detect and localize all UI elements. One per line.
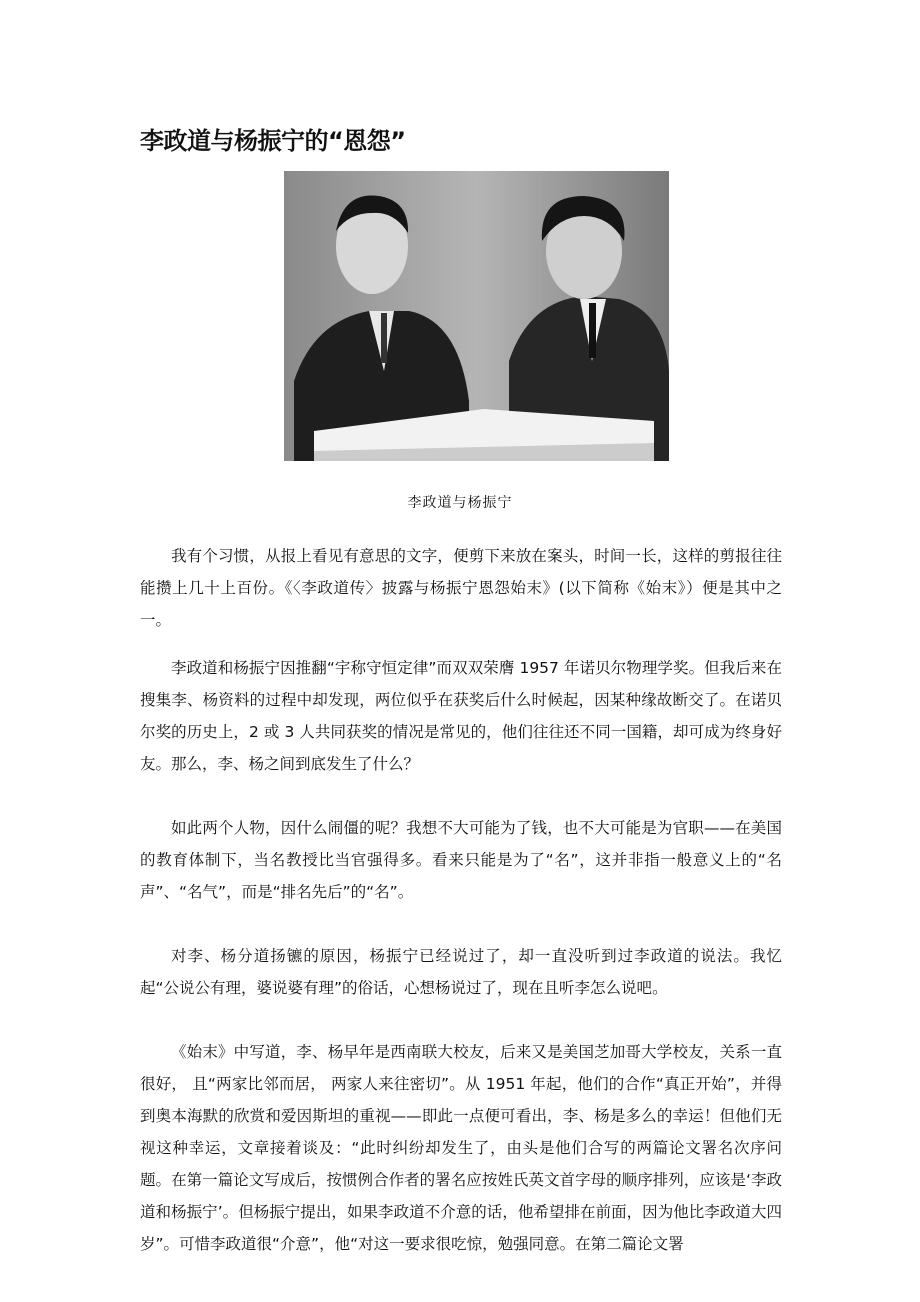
paragraph: 我有个习惯，从报上看见有意思的文字，便剪下来放在案头，时间一长，这样的剪报往往能攒上几十上百份。《〈李政道传〉披露与杨振宁恩怨始末》(以下简称《始末》）便是其中之一。 xyxy=(140,547,782,629)
paragraph: 对李、杨分道扬镳的原因，杨振宁已经说过了，却一直没听到过李政道的说法。我忆起“公说公有理，婆说婆有理”的俗话，心想杨说过了，现在且听李怎么说吧。 xyxy=(140,947,782,997)
paragraph: 李政道和杨振宁因推翻“宇称守恒定律”而双双荣膺 1957 年诺贝尔物理学奖。但我后来在搜集李、杨资料的过程中却发现，两位似乎在获奖后什么时候起，因某种缘故断交了。在诺贝尔奖的历史上，2 或 3 人共同获奖的情况是常见的，他们往往还不同一国籍，却可成为终身好友。那么，李、杨之间到底发生了什么？ xyxy=(140,659,782,773)
article-body xyxy=(140,540,782,1260)
photo-lee-and-yang xyxy=(284,171,669,461)
article-title: 李政道与杨振宁的“恩怨” xyxy=(140,127,406,155)
photo-caption: 李政道与杨振宁 xyxy=(407,495,513,511)
paragraph: 如此两个人物，因什么闹僵的呢？我想不大可能为了钱，也不大可能是为官职——在美国的教育体制下，当名教授比当官强得多。看来只能是为了“名”，这并非指一般意义上的“名声”、“名气”，而是“排名先后”的“名”。 xyxy=(140,819,782,901)
paragraph: 《始末》中写道，李、杨早年是西南联大校友，后来又是美国芝加哥大学校友，关系一直很好， 且“两家比邻而居， 两家人来往密切”。从 1951 年起，他们的合作“真正开始”，并得到奥本海默的欣赏和爱因斯坦的重视——即此一点便可看出，李、杨是多么的幸运！但他们无视这种幸运，文章接着谈及：“此时纠纷却发生了，由头是他们合写的两篇论文署名次序问题。在第一篇论文写成后，按惯例合作者的署名应按姓氏英文首字母的顺序排列，应该是‘李政道和杨振宁’。但杨振宁提出，如果李政道不介意的话，他希望排在前面，因为他比李政道大四岁”。可惜李政道很“介意”，他“对这一要求很吃惊，勉强同意。在第二篇论文署 xyxy=(140,1043,782,1253)
